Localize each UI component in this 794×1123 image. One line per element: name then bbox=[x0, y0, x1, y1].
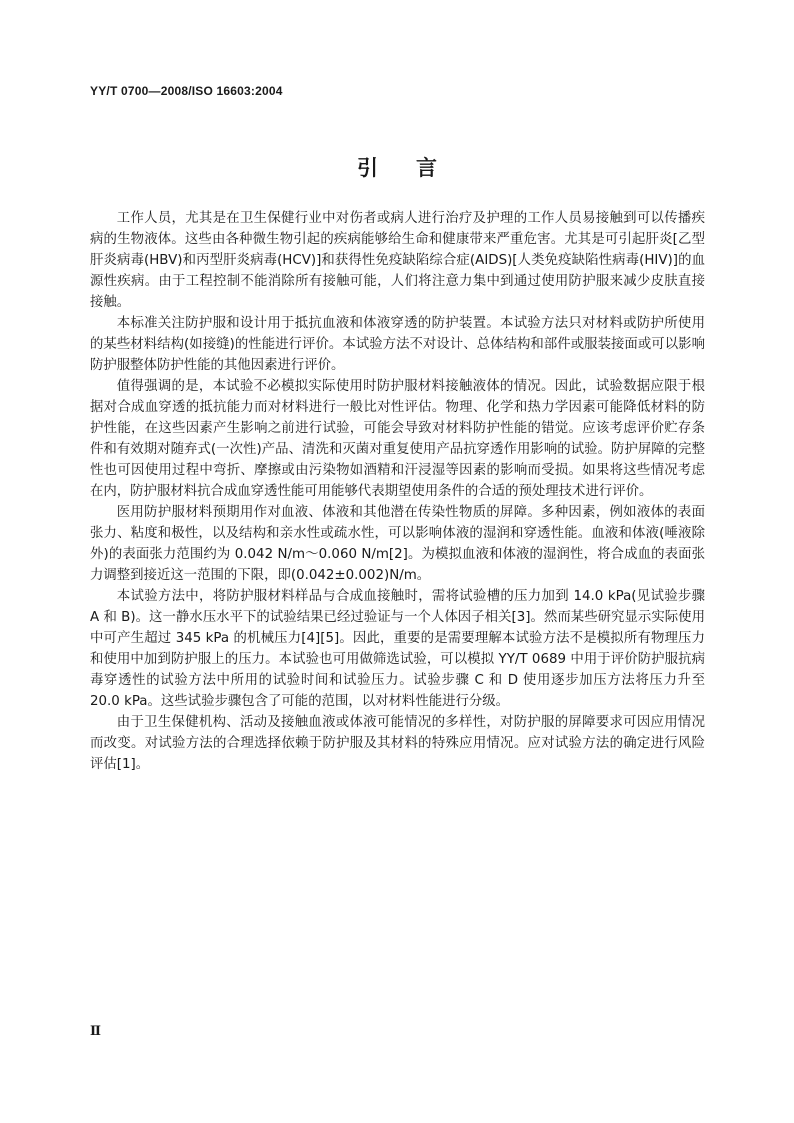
paragraph-2: 本标准关注防护服和设计用于抵抗血液和体液穿透的防护装置。本试验方法只对材料或防护所使用的某些材料结构(如接缝)的性能进行评价。本试验方法不对设计、总体结构和部件或服装接面或可以影响防护服整体防护性能的其他因素进行评价。 bbox=[90, 316, 705, 373]
paragraph-1: 工作人员，尤其是在卫生保健行业中对伤者或病人进行治疗及护理的工作人员易接触到可以传播疾病的生物液体。这些由各种微生物引起的疾病能够给生命和健康带来严重危害。尤其是可引起肝炎[乙型肝炎病毒(HBV)和丙型肝炎病毒(HCV)]和获得性免疫缺陷综合症(AIDS)[人类免疫缺陷性病毒(HIV)]的血源性疾病。由于工程控制不能消除所有接触可能，人们将注意力集中到通过使用防护服来减少皮肤直接接触。 bbox=[90, 211, 705, 310]
standard-code-header: YY/T 0700—2008/ISO 16603:2004 bbox=[90, 84, 283, 98]
paragraph-4: 医用防护服材料预期用作对血液、体液和其他潜在传染性物质的屏障。多种因素，例如液体的表面张力、粘度和极性，以及结构和亲水性或疏水性，可以影响体液的湿润和穿透性能。血液和体液(唾液除外)的表面张力范围约为 0.042 N/m～0.060 N/m[2]。为模拟血液和体液的湿润性，将合成血的表面张力调整到接近这一范围的下限，即(0.042±0.002)N/m。 bbox=[90, 505, 705, 583]
introduction-body bbox=[90, 208, 705, 775]
paragraph-5: 本试验方法中，将防护服材料样品与合成血接触时，需将试验槽的压力加到 14.0 kPa(见试验步骤 A 和 B)。这一静水压水平下的试验结果已经过验证与一个人体因子相关[3]。然而某些研究显示实际使用中可产生超过 345 kPa 的机械压力[4][5]。因此，重要的是需要理解本试验方法不是模拟所有物理压力和使用中加到防护服上的压力。本试验也可用做筛选试验，可以模拟 YY/T 0689 中用于评价防护服抗病毒穿透性的试验方法中所用的试验时间和试验压力。试验步骤 C 和 D 使用逐步加压方法将压力升至 20.0 kPa。这些试验步骤包含了可能的范围，以对材料性能进行分级。 bbox=[90, 589, 705, 709]
paragraph-6: 由于卫生保健机构、活动及接触血液或体液可能情况的多样性，对防护服的屏障要求可因应用情况而改变。对试验方法的合理选择依赖于防护服及其材料的特殊应用情况。应对试验方法的确定进行风险评估[1]。 bbox=[90, 715, 705, 772]
page-title: 引言 bbox=[357, 156, 475, 180]
page-number: Ⅱ bbox=[90, 1024, 101, 1039]
paragraph-3: 值得强调的是，本试验不必模拟实际使用时防护服材料接触液体的情况。因此，试验数据应限于根据对合成血穿透的抵抗能力而对材料进行一般比对性评估。物理、化学和热力学因素可能降低材料的防护性能，在这些因素产生影响之前进行试验，可能会导致对材料防护性能的错觉。应该考虑评价贮存条件和有效期对随弃式(一次性)产品、清洗和灭菌对重复使用产品抗穿透作用影响的试验。防护屏障的完整性也可因使用过程中弯折、摩擦或由污染物如酒精和汗浸湿等因素的影响而受损。如果将这些情况考虑在内，防护服材料抗合成血穿透性能可用能够代表期望使用条件的合适的预处理技术进行评价。 bbox=[90, 379, 705, 499]
